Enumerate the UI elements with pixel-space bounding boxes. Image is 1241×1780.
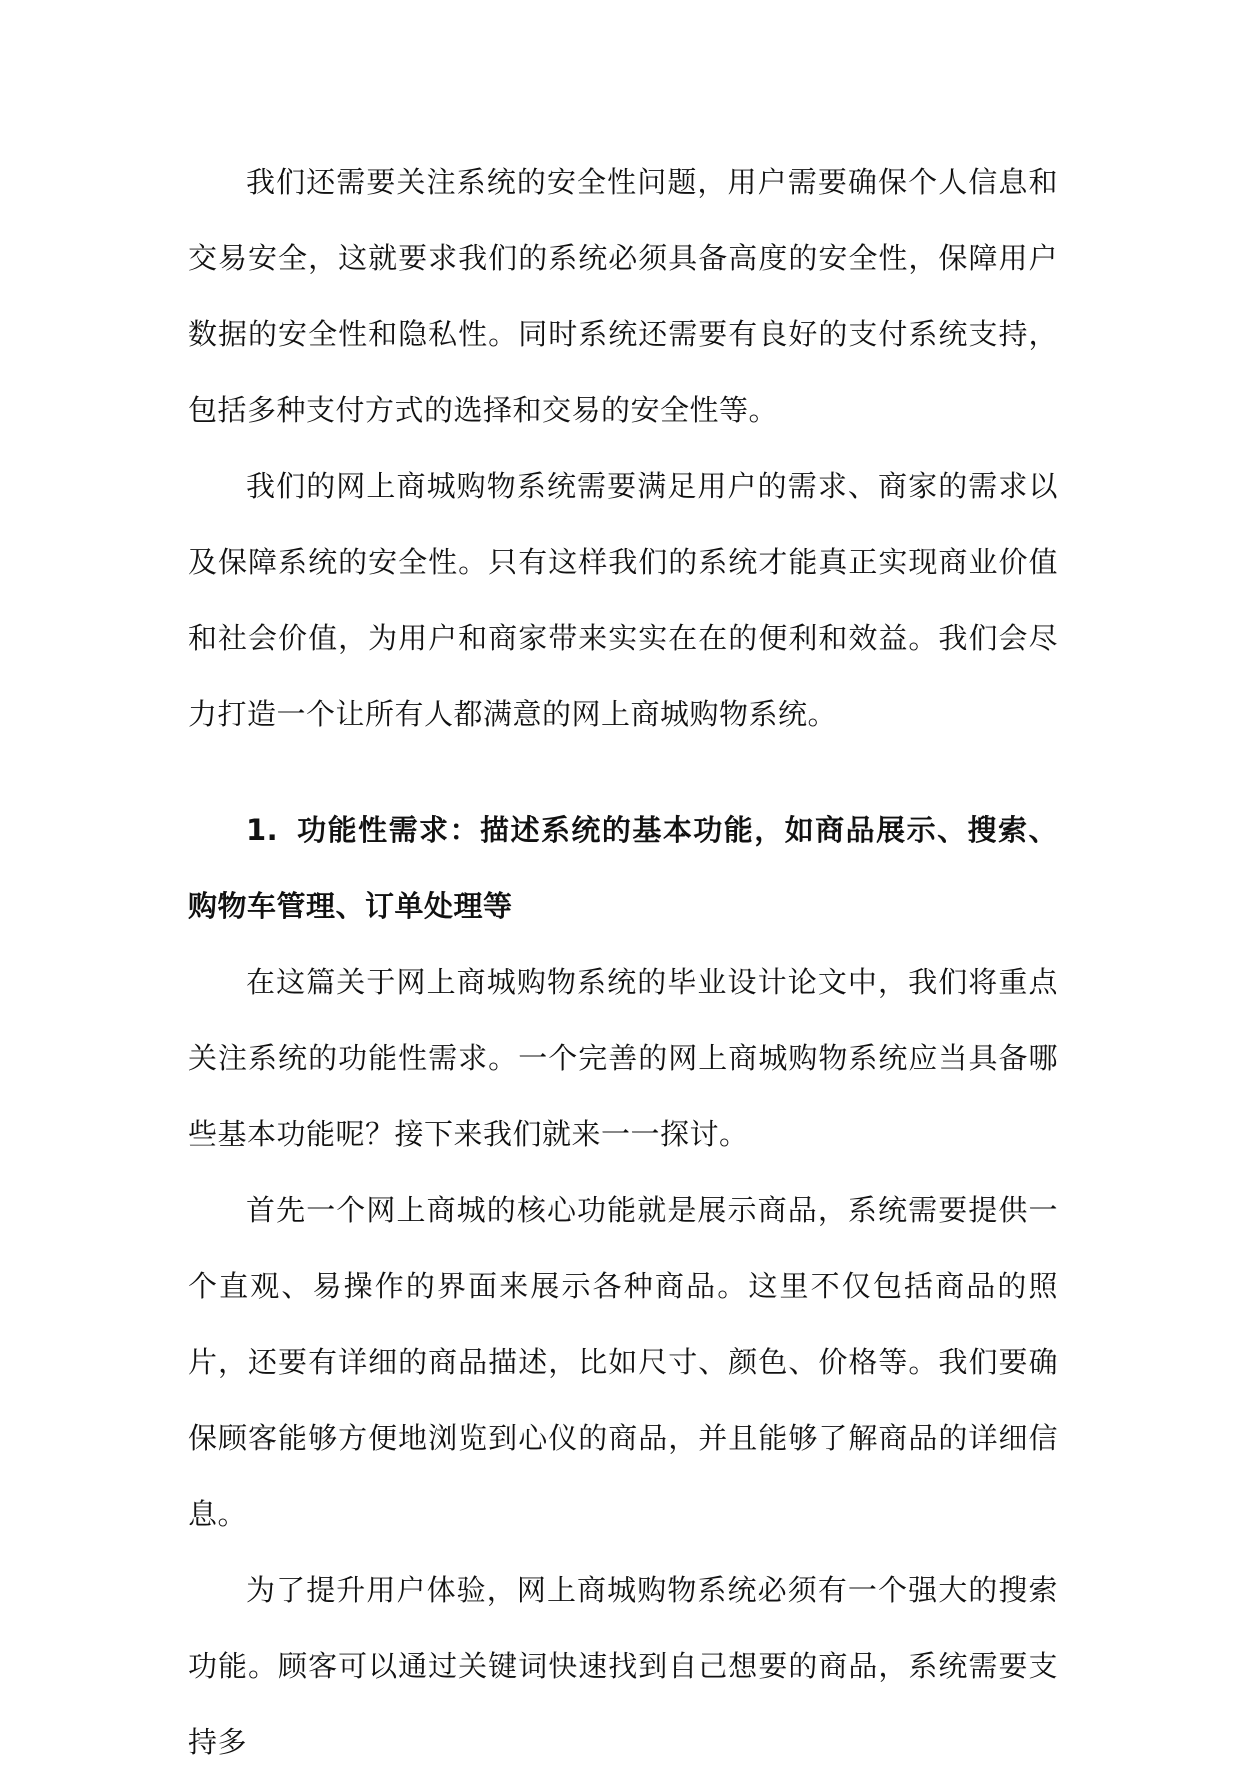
document-body: [188, 144, 1058, 1780]
section-title: 功能性需求：描述系统的基本功能，如商品展示、搜索、购物车管理、订单处理等: [188, 813, 1058, 923]
section-number: 1.: [246, 813, 279, 847]
paragraph-product-display: 首先一个网上商城的核心功能就是展示商品，系统需要提供一个直观、易操作的界面来展示各种商品。这里不仅包括商品的照片，还要有详细的商品描述，比如尺寸、颜色、价格等。我们要确保顾客能够方便地浏览到心仪的商品，并且能够了解商品的详细信息。: [188, 1193, 1058, 1531]
paragraph-functional-intro: 在这篇关于网上商城购物系统的毕业设计论文中，我们将重点关注系统的功能性需求。一个完善的网上商城购物系统应当具备哪些基本功能呢？接下来我们就来一一探讨。: [188, 965, 1058, 1151]
paragraph-security: 我们还需要关注系统的安全性问题，用户需要确保个人信息和交易安全，这就要求我们的系统必须具备高度的安全性，保障用户数据的安全性和隐私性。同时系统还需要有良好的支付系统支持，包括多种支付方式的选择和交易的安全性等。: [188, 165, 1058, 427]
paragraph-search: 为了提升用户体验，网上商城购物系统必须有一个强大的搜索功能。顾客可以通过关键词快速找到自己想要的商品，系统需要支持多: [188, 1573, 1058, 1759]
paragraph-requirements-summary: 我们的网上商城购物系统需要满足用户的需求、商家的需求以及保障系统的安全性。只有这样我们的系统才能真正实现商业价值和社会价值，为用户和商家带来实实在在的便利和效益。我们会尽力打造一个让所有人都满意的网上商城购物系统。: [188, 469, 1058, 731]
section-heading: [188, 792, 1058, 944]
